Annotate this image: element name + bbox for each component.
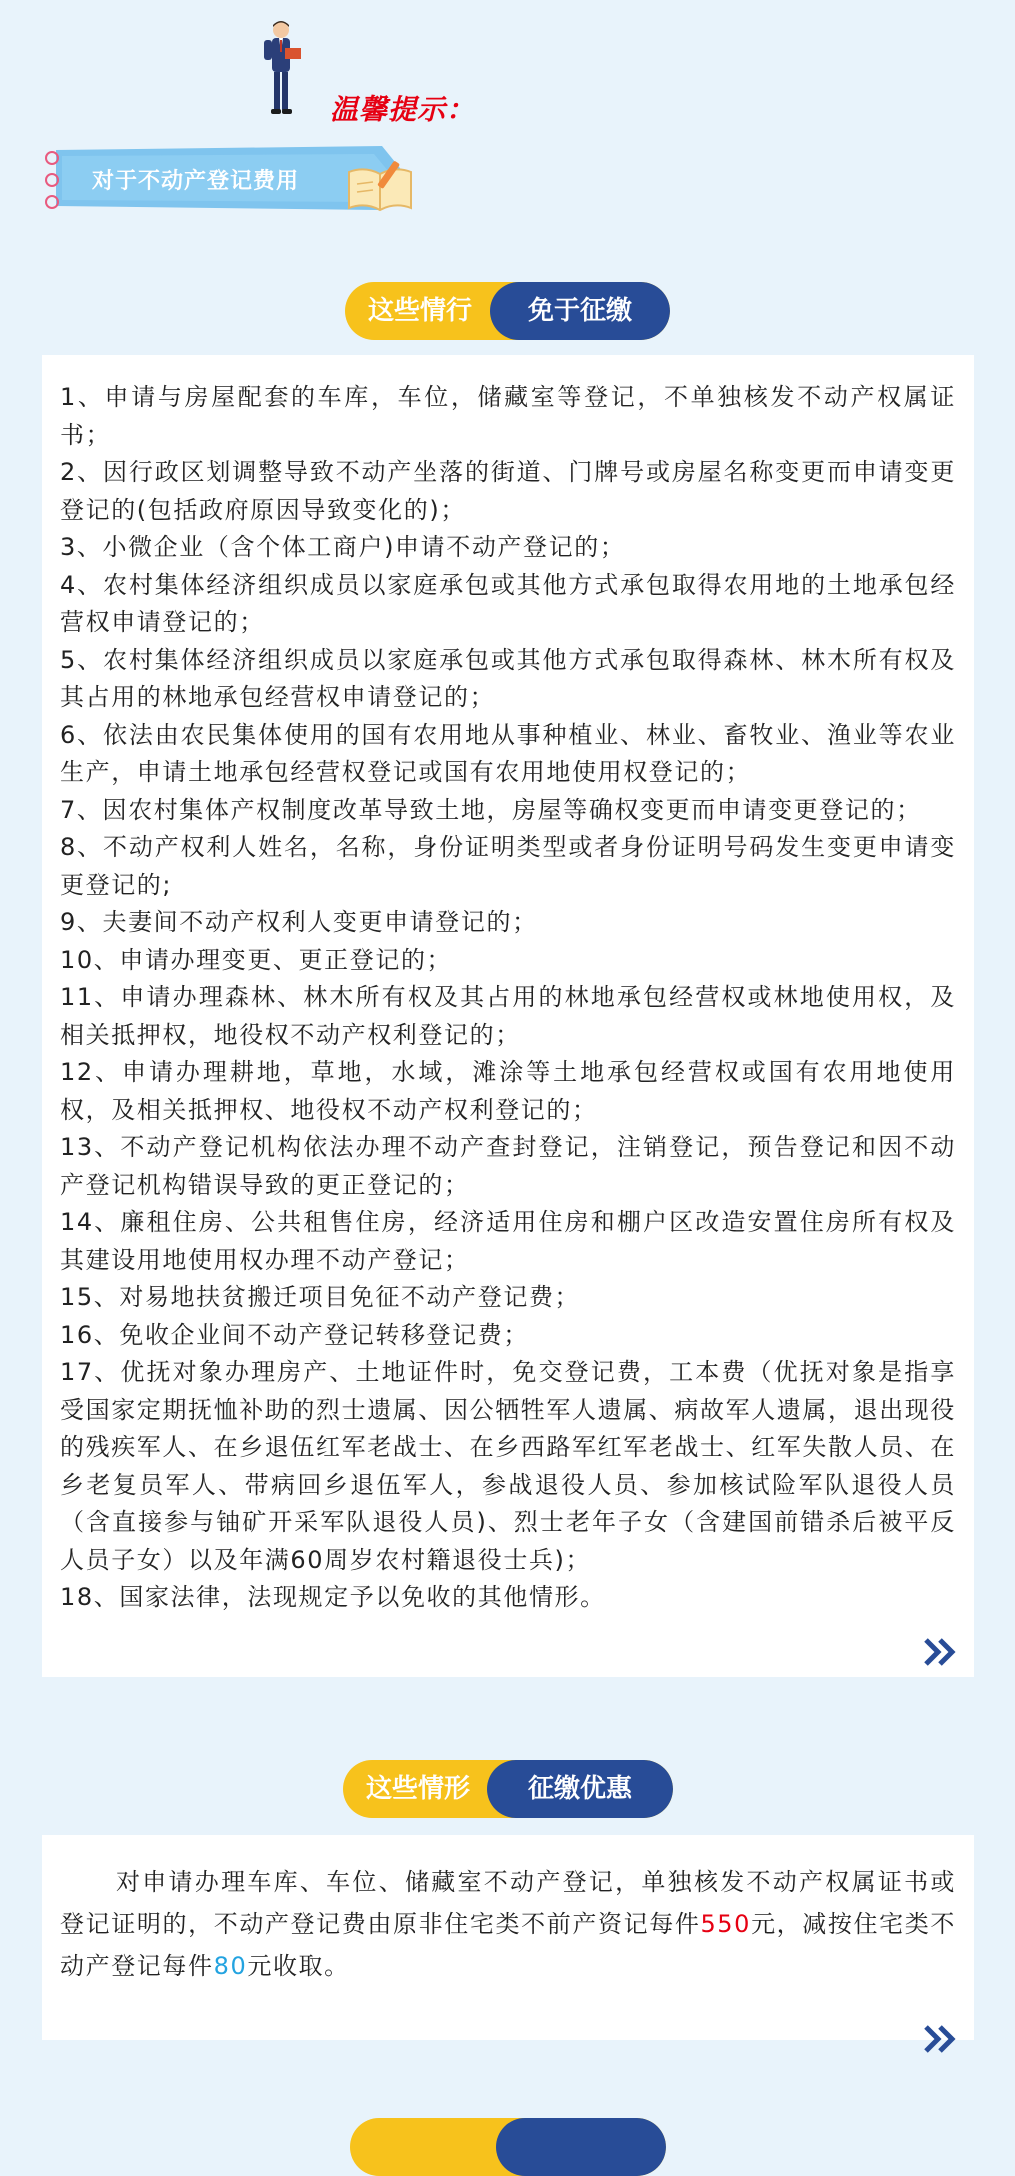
exemption-item: 5、农村集体经济组织成员以家庭承包或其他方式承包取得森林、林木所有权及其占用的林地承包经营权申请登记的； [60, 645, 956, 711]
section-header-pill-exempt [345, 282, 670, 340]
exemption-list-card [42, 355, 974, 1677]
pill-right-label: 免于征缴 [490, 282, 670, 340]
notebook-rings-icon [40, 150, 70, 210]
pill-right-label: 征缴优惠 [487, 1760, 673, 1818]
exemption-item: 15、对易地扶贫搬迁项目免征不动产登记费； [60, 1283, 581, 1311]
discount-text-before: 对申请办理车库、车位、储藏室不动产登记，单独核发不动产权属证书或登记证明的，不动产登记费由原非住宅类不前产资记每件 [60, 1868, 956, 1938]
pill-right-block [496, 2118, 666, 2176]
exemption-item: 17、优抚对象办理房产、土地证件时，免交登记费，工本费（优抚对象是指享受国家定期抚恤补助的烈士遗属、因公牺牲军人遗属、病故军人遗属，退出现役的残疾军人、在乡退伍红军老战士、在乡西路军红军老战士、红军失散人员、在乡老复员军人、带病回乡退伍军人，参战退役人员、参加核试险军队退役人员（含直接参与铀矿开采军队退役人员)、烈士老年子女（含建国前错杀后被平反人员子女）以及年满60周岁农村籍退役士兵)； [60, 1358, 956, 1574]
section-header-pill-discount [343, 1760, 673, 1818]
exemption-item: 14、廉租住房、公共租售住房，经济适用住房和棚户区改造安置住房所有权及其建设用地使用权办理不动产登记； [60, 1208, 956, 1274]
section-header-pill-next [350, 2118, 666, 2176]
exemption-item: 4、农村集体经济组织成员以家庭承包或其他方式承包取得农用地的土地承包经营权申请登记的； [60, 570, 956, 636]
exemption-item: 9、夫妻间不动产权利人变更申请登记的； [60, 908, 538, 936]
exemption-item: 11、申请办理森林、林木所有权及其占用的林地承包经营权或林地使用权，及相关抵押权，地役权不动产权利登记的； [60, 983, 956, 1049]
exemption-item: 7、因农村集体产权制度改革导致土地，房屋等确权变更而申请变更登记的； [60, 795, 922, 824]
cartoon-man-illustration [255, 18, 307, 118]
pill-left-label: 这些情行 [367, 296, 472, 326]
double-chevron-right-icon [922, 2024, 960, 2054]
exemption-item: 10、申请办理变更、更正登记的； [60, 945, 453, 974]
section-ribbon [40, 146, 370, 210]
exemption-item: 18、国家法律，法现规定予以免收的其他情形。 [60, 1583, 606, 1611]
exemption-item: 3、小微企业（含个体工商户)申请不动产登记的； [60, 533, 626, 561]
double-chevron-right-icon [922, 1637, 960, 1667]
book-pencil-icon [345, 158, 415, 214]
exemption-item: 1、申请与房屋配套的车库，车位，储藏室等登记，不单独核发不动产权属证书； [60, 383, 956, 449]
exemption-item: 13、不动产登记机构依法办理不动产查封登记，注销登记，预告登记和因不动产登记机构错误导致的更正登记的； [60, 1133, 956, 1199]
exemption-list [42, 355, 974, 1617]
pill-left-label: 这些情形 [365, 1774, 470, 1804]
discount-text-after: 元收取。 [247, 1952, 350, 1980]
exemption-item: 8、不动产权利人姓名，名称，身份证明类型或者身份证明号码发生变更申请变更登记的; [60, 833, 956, 899]
exemption-item: 6、依法由农民集体使用的国有农用地从事种植业、林业、畜牧业、渔业等农业生产，申请土地承包经营权登记或国有农用地使用权登记的； [60, 720, 956, 786]
exemption-item: 16、免收企业间不动产登记转移登记费； [60, 1320, 529, 1349]
amount-old: 550 [700, 1910, 752, 1938]
exemption-item: 12、申请办理耕地，草地，水域，滩涂等土地承包经营权或国有农用地使用权，及相关抵押权、地役权不动产权利登记的； [60, 1058, 956, 1124]
discount-text-middle: 元，减按住宅类不动产登记每件 [60, 1910, 956, 1980]
discount-paragraph [42, 1835, 974, 1987]
ribbon-label: 对于不动产登记费用 [92, 169, 300, 194]
exemption-item: 2、因行政区划调整导致不动产坐落的街道、门牌号或房屋名称变更而申请变更登记的(包括政府原因导致变化的)； [60, 458, 956, 524]
amount-new: 80 [213, 1952, 248, 1980]
tip-title: 温馨提示： [330, 93, 476, 126]
discount-card [42, 1835, 974, 2040]
